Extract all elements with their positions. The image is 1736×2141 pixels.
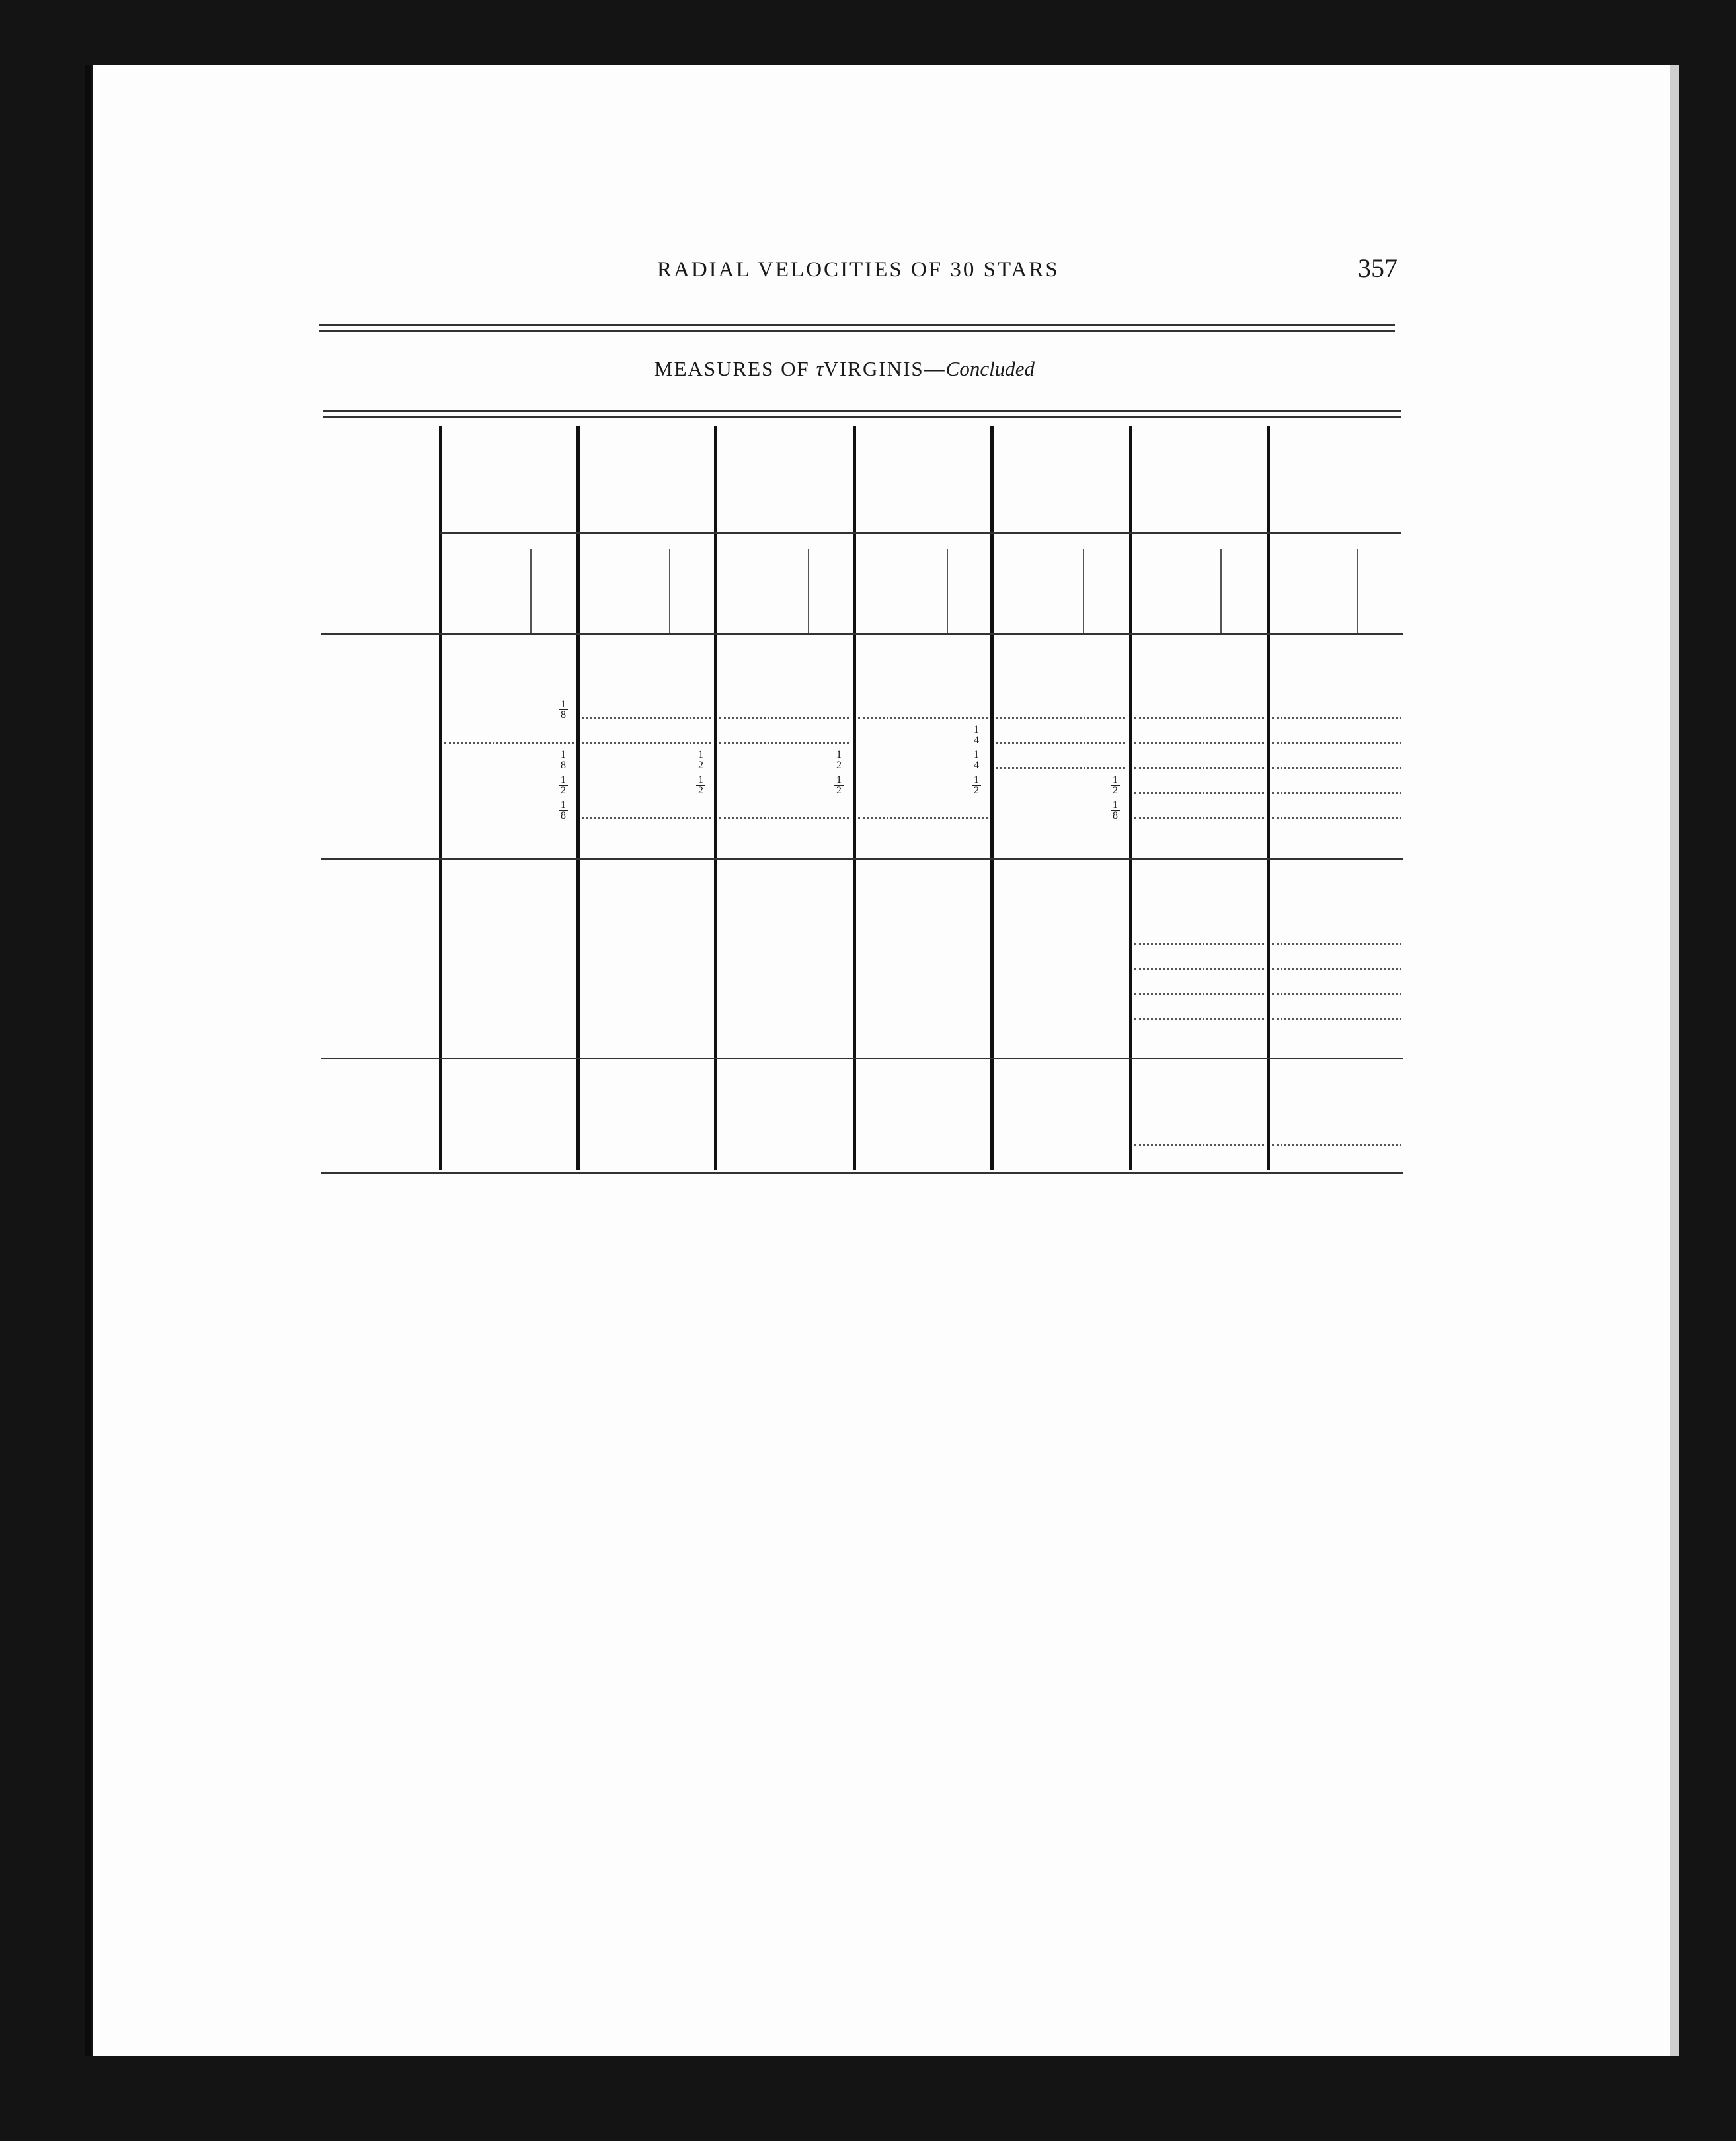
fraction-numerator: 1 (559, 700, 568, 710)
dotted-leader (582, 742, 711, 744)
table-bottom-rule (321, 1172, 1403, 1174)
dotted-leader (1272, 1144, 1401, 1146)
fraction-numerator: 1 (1111, 775, 1120, 786)
fraction-numerator: 1 (696, 750, 705, 760)
fraction-numerator: 1 (834, 775, 844, 786)
dotted-leader (1272, 717, 1401, 719)
weight-fraction (972, 750, 981, 770)
dotted-leader (1272, 1018, 1401, 1020)
dotted-leader (1134, 1018, 1264, 1020)
section-rule (321, 858, 1403, 860)
weight-fraction (972, 775, 981, 795)
dotted-leader (1134, 767, 1264, 769)
weight-fraction (834, 775, 844, 795)
weight-fraction (559, 775, 568, 795)
dotted-leader (1272, 968, 1401, 970)
header-bottom-rule (321, 633, 1403, 635)
dotted-leader (1272, 993, 1401, 995)
top-double-rule-2 (319, 330, 1395, 332)
dotted-leader (582, 717, 711, 719)
dotted-leader (444, 742, 574, 744)
vel-wt-rule (1357, 549, 1358, 635)
weight-fraction (834, 750, 844, 770)
table-top-rule-2 (323, 416, 1401, 418)
fraction-denominator: 4 (974, 760, 979, 771)
dotted-leader (1272, 817, 1401, 819)
fraction-denominator: 2 (561, 785, 566, 796)
weight-fraction (972, 725, 981, 745)
fraction-numerator: 1 (972, 725, 981, 735)
fraction-denominator: 2 (836, 760, 842, 771)
top-double-rule (319, 324, 1395, 326)
dotted-leader (719, 817, 849, 819)
dotted-leader (1134, 1144, 1264, 1146)
running-title: RADIAL VELOCITIES OF 30 STARS (657, 258, 1060, 282)
vel-wt-rule (808, 549, 809, 635)
dotted-leader (1134, 968, 1264, 970)
fraction-numerator: 1 (1111, 800, 1120, 811)
vel-wt-rule (1083, 549, 1084, 635)
fraction-numerator: 1 (559, 775, 568, 786)
vel-wt-rule (1220, 549, 1222, 635)
table-top-rule (323, 410, 1401, 412)
dotted-leader (858, 717, 988, 719)
dotted-leader (996, 742, 1125, 744)
section-rule-2 (321, 1058, 1403, 1059)
dotted-leader (719, 742, 849, 744)
dotted-leader (1272, 767, 1401, 769)
fraction-numerator: 1 (834, 750, 844, 760)
caption-symbol: τ (816, 357, 824, 380)
fraction-denominator: 2 (974, 785, 979, 796)
dotted-leader (996, 717, 1125, 719)
fraction-numerator: 1 (559, 750, 568, 760)
header-rule (440, 532, 1401, 534)
fraction-numerator: 1 (559, 800, 568, 811)
dotted-leader (1134, 993, 1264, 995)
caption-prefix: MEASURES OF (654, 357, 810, 380)
weight-fraction (559, 800, 568, 821)
vel-wt-rule (530, 549, 532, 635)
fraction-numerator: 1 (972, 775, 981, 786)
fraction-denominator: 2 (1113, 785, 1118, 796)
dotted-leader (1134, 742, 1264, 744)
fraction-denominator: 4 (974, 735, 979, 746)
fraction-numerator: 1 (696, 775, 705, 786)
caption-suffix: Concluded (945, 357, 1035, 380)
dotted-leader (1134, 792, 1264, 794)
weight-fraction (1111, 775, 1120, 795)
page-number: 357 (1358, 253, 1398, 283)
dotted-leader (1272, 792, 1401, 794)
vel-wt-rule (947, 549, 948, 635)
fraction-denominator: 8 (1113, 810, 1118, 821)
weight-fraction (559, 700, 568, 720)
dotted-leader (1134, 717, 1264, 719)
weight-fraction (696, 750, 705, 770)
fraction-numerator: 1 (972, 750, 981, 760)
dotted-leader (996, 767, 1125, 769)
dotted-leader (858, 817, 988, 819)
fraction-denominator: 8 (561, 760, 566, 771)
fraction-denominator: 8 (561, 709, 566, 721)
table-caption (654, 357, 1035, 381)
dotted-leader (1272, 943, 1401, 945)
dotted-leader (1272, 742, 1401, 744)
fraction-denominator: 2 (836, 785, 842, 796)
fraction-denominator: 2 (698, 760, 703, 771)
dotted-leader (719, 717, 849, 719)
fraction-denominator: 2 (698, 785, 703, 796)
weight-fraction (1111, 800, 1120, 821)
dotted-leader (1134, 943, 1264, 945)
dotted-leader (1134, 817, 1264, 819)
fraction-denominator: 8 (561, 810, 566, 821)
dotted-leader (582, 817, 711, 819)
caption-star: VIRGINIS— (823, 357, 946, 380)
weight-fraction (696, 775, 705, 795)
vel-wt-rule (669, 549, 670, 635)
weight-fraction (559, 750, 568, 770)
book-spine (85, 65, 91, 2056)
page-edge (1670, 65, 1679, 2056)
